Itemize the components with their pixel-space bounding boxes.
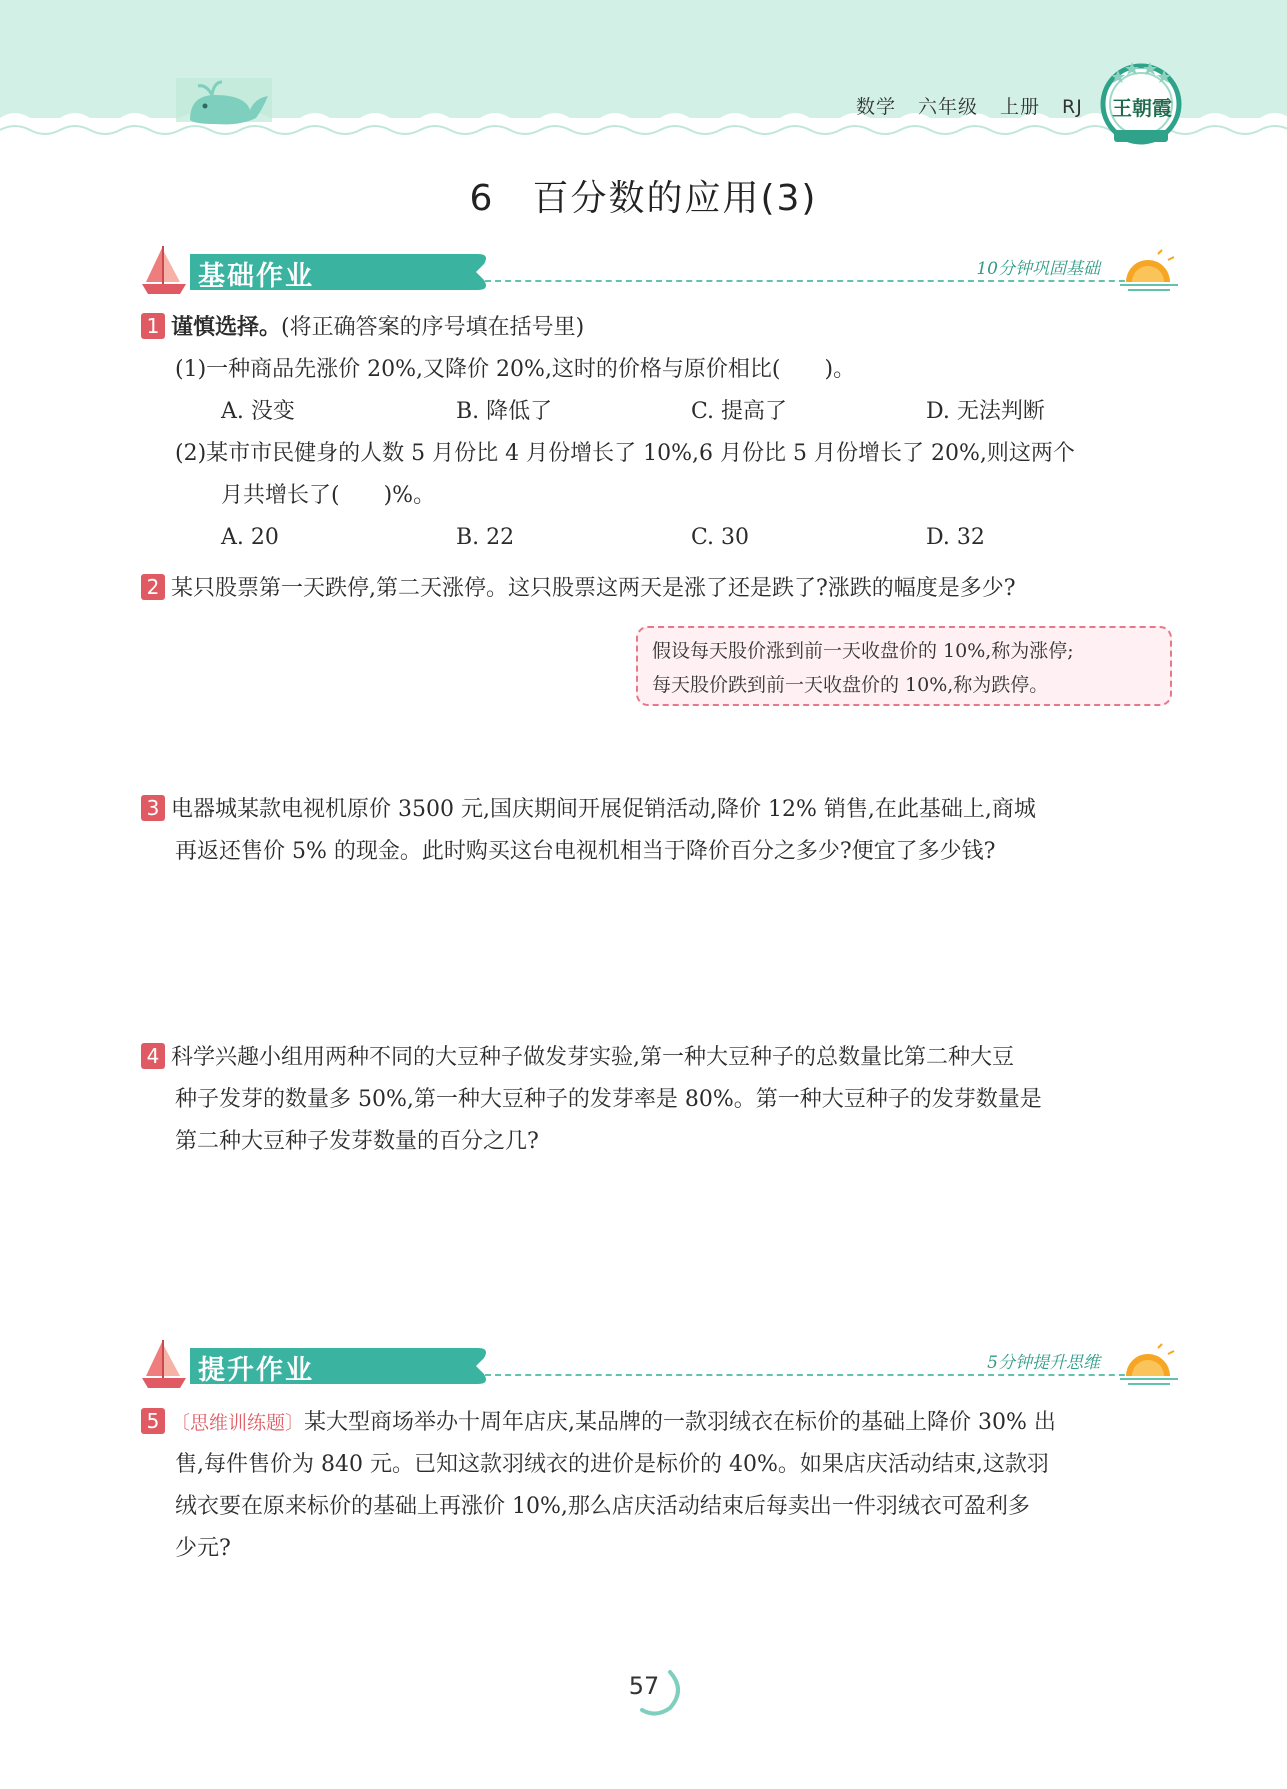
question-text: 某只股票第一天跌停,第二天涨停。这只股票这两天是涨了还是跌了?涨跌的幅度是多少? (171, 576, 1016, 601)
subject-label: 数学 (856, 96, 897, 118)
sailboat-icon (140, 244, 190, 296)
brand-name: 王朝霞 (1112, 96, 1172, 120)
section-title: 提升作业 (198, 1355, 314, 1386)
question-number: 3 (141, 795, 165, 821)
question-text-cont: 绒衣要在原来标价的基础上再涨价 10%,那么店庆活动结束后每卖出一件羽绒衣可盈利多 (175, 1494, 1030, 1519)
sailboat-icon (140, 1338, 190, 1390)
options-2 (141, 517, 1175, 559)
option-c: C. 30 (691, 525, 750, 550)
question-number: 4 (141, 1043, 165, 1069)
sunset-icon (1118, 248, 1180, 294)
page-number: 57 (628, 1672, 660, 1700)
sub-question-2: (2)某市市民健身的人数 5 月份比 4 月份增长了 10%,6 月份比 5 月份增长了 20%,则这两个 (175, 441, 1075, 466)
question-text-cont: 再返还售价 5% 的现金。此时购买这台电视机相当于降价百分之多少?便宜了多少钱? (175, 839, 996, 864)
section-basic-header (140, 244, 1180, 304)
volume-label: 上册 (1000, 96, 1041, 118)
book-info (856, 92, 1105, 119)
section-divider (485, 1374, 1145, 1376)
option-d: D. 无法判断 (926, 399, 1045, 424)
section-tag: 5分钟提升思维 (987, 1353, 1100, 1373)
question-text: 电器城某款电视机原价 3500 元,国庆期间开展促销活动,降价 12% 销售,在此基础上,商城 (171, 797, 1036, 822)
page-title: 6 百分数的应用(3) (469, 178, 818, 219)
question-3 (141, 789, 1175, 873)
question-2 (141, 568, 1175, 610)
option-d: D. 32 (926, 525, 985, 550)
option-a: A. 没变 (221, 399, 295, 424)
section-advanced-header (140, 1338, 1180, 1398)
question-text-cont: 种子发芽的数量多 50%,第一种大豆种子的发芽率是 80%。第一种大豆种子的发芽数量是 (175, 1087, 1042, 1112)
question-title: 谨慎选择。 (171, 315, 282, 340)
question-number: 1 (141, 313, 165, 339)
question-text: 科学兴趣小组用两种不同的大豆种子做发芽实验,第一种大豆种子的总数量比第二种大豆 (171, 1045, 1014, 1070)
header-wave-band (0, 0, 1287, 150)
sunset-icon (1118, 1342, 1180, 1388)
option-a: A. 20 (221, 525, 279, 550)
question-text-cont: 少元? (175, 1536, 231, 1561)
question-tag: 〔思维训练题〕 (171, 1412, 305, 1434)
hint-line: 每天股价跌到前一天收盘价的 10%,称为跌停。 (652, 674, 1049, 696)
option-b: B. 降低了 (456, 399, 553, 424)
section-title: 基础作业 (198, 261, 314, 292)
sub-question-2-cont: 月共增长了( )%。 (221, 483, 436, 508)
question-text-cont: 售,每件售价为 840 元。已知这款羽绒衣的进价是标价的 40%。如果店庆活动结束,这款羽 (175, 1452, 1049, 1477)
question-5 (141, 1402, 1175, 1570)
question-number: 5 (141, 1408, 165, 1434)
option-c: C. 提高了 (691, 399, 788, 424)
edition-label: RJ (1062, 96, 1083, 118)
grade-label: 六年级 (918, 96, 979, 118)
whale-icon (176, 78, 272, 124)
options-1 (141, 391, 1175, 433)
question-1 (141, 307, 1175, 559)
question-instruction: (将正确答案的序号填在括号里) (281, 315, 585, 340)
question-text-cont: 第二种大豆种子发芽数量的百分之几? (175, 1129, 539, 1154)
hint-line: 假设每天股价涨到前一天收盘价的 10%,称为涨停; (652, 640, 1074, 662)
question-4 (141, 1037, 1175, 1163)
sub-question-1: (1)一种商品先涨价 20%,又降价 20%,这时的价格与原价相比( )。 (175, 357, 856, 382)
section-tag: 10分钟巩固基础 (976, 259, 1100, 279)
hint-box (636, 626, 1172, 706)
question-number: 2 (141, 574, 165, 600)
question-text: 某大型商场举办十周年店庆,某品牌的一款羽绒衣在标价的基础上降价 30% 出 (304, 1410, 1056, 1435)
section-divider (485, 280, 1145, 282)
option-b: B. 22 (456, 525, 515, 550)
